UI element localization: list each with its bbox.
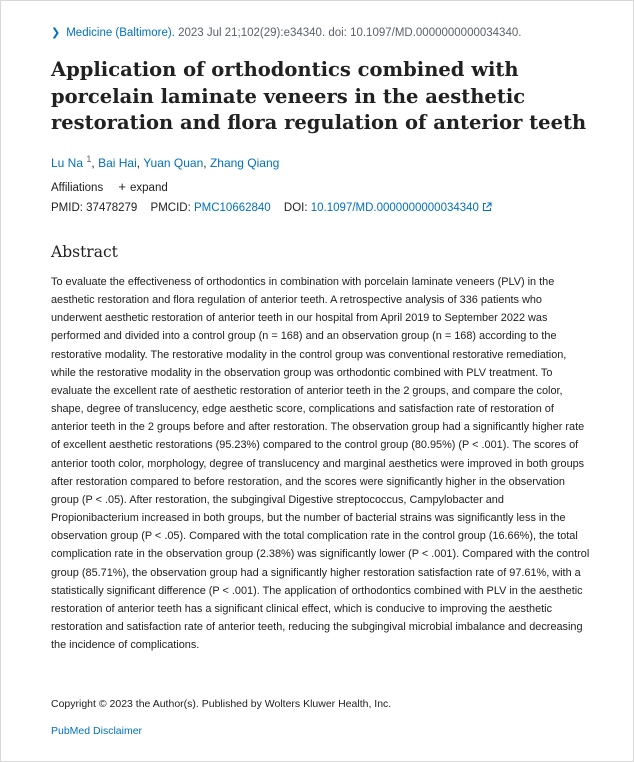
article-title: Application of orthodontics combined with porcelain laminate veneers in the aesthetic restoration and flora regulation of anterior teeth — [51, 58, 587, 134]
doi-link[interactable] — [311, 202, 492, 214]
chevron-right-icon[interactable]: ❯ — [51, 27, 61, 39]
author-link[interactable]: Zhang Qiang — [209, 156, 280, 170]
author-separator: , — [91, 156, 99, 170]
pmcid-link[interactable]: PMC10662840 — [193, 202, 271, 214]
expand-label: expand — [130, 182, 168, 194]
copyright-notice: Copyright © 2023 the Author(s). Published by Wolters Kluwer Health, Inc. — [51, 698, 392, 710]
doi-label: DOI: — [283, 202, 308, 214]
external-link-icon — [482, 202, 492, 212]
pmid-value: 37478279 — [86, 202, 138, 214]
author-link[interactable]: Yuan Quan — [143, 156, 204, 170]
expand-affiliations-button[interactable] — [106, 179, 168, 194]
author-link[interactable]: Lu Na — [51, 156, 84, 170]
doi-value: 10.1097/MD.0000000000034340 — [310, 202, 479, 214]
author-link[interactable]: Bai Hai — [98, 156, 137, 170]
pubmed-disclaimer-link[interactable]: PubMed Disclaimer — [51, 725, 143, 737]
citation-line — [51, 25, 521, 41]
abstract-heading: Abstract — [51, 243, 118, 261]
abstract-text: To evaluate the effectiveness of orthodontics in combination with porcelain laminate veneers (PLV) in the aesthetic restoration and flora regulation of anterior teeth. A retrospective analysis of 336 patients who underwent aesthetic restoration of anterior teeth in our hospital from April 2019 to September 2022 was performed and divided into a control group (n = 168) and an observation group (n = 168) according to the restorative modality. The restorative modality in the control group was conventional restorative remediation, while the restorative modality in the observation group was orthodontic combined with PLV treatment. To evaluate the excellent rate of aesthetic restoration of anterior teeth in the 2 groups, and compare the color, shape, degree of translucency, edge aesthetic score, complications and satisfaction rate of restoration of anterior teeth in the 2 groups before and after restoration. The observation group had a significantly higher rate of excellent aesthetic restorations (95.23%) compared to the control group (80.95%) (P < .001). The scores of anterior tooth color, morphology, degree of translucency and marginal aesthetics were improved in both groups after restoration compared to before restoration, and the scores were significantly higher in the observation group (P < .05). After restoration, the subgingival Digestive streptococcus, Campylobacter and Propionibacterium increased in both groups, but the number of bacterial strains was significantly less in the observation group (P < .05). Compared with the total complication rate in the control group (16.66%), the total complication rate in the observation group (2.38%) was significantly lower (P < .001). Compared with the control group (85.71%), the observation group had a significantly higher restoration satisfaction rate of 97.61%, with a statistically significant difference (P < .001). The application of orthodontics combined with PLV in the aesthetic restoration of anterior teeth has a significant clinical effect, which is conducive to improving the aesthetic restoration and satisfaction rate of anterior teeth, reducing the subgingival microbial imbalance and decreasing the incidence of complications. — [51, 276, 590, 652]
author-separator: , — [203, 156, 210, 170]
plus-icon: + — [118, 179, 127, 194]
identifiers-row — [51, 200, 492, 216]
author-separator: , — [136, 156, 144, 170]
affiliations-label: Affiliations — [51, 182, 104, 194]
citation-details: 2023 Jul 21;102(29):e34340. doi: 10.1097/MD.0000000000034340. — [174, 27, 522, 39]
journal-link[interactable]: Medicine (Baltimore). — [66, 27, 175, 39]
affiliations-row — [51, 179, 168, 196]
pmid-label: PMID: — [51, 202, 83, 214]
pmcid-label: PMCID: — [150, 202, 191, 214]
author-list — [51, 151, 279, 171]
affiliation-marker[interactable]: 1 — [86, 154, 92, 164]
